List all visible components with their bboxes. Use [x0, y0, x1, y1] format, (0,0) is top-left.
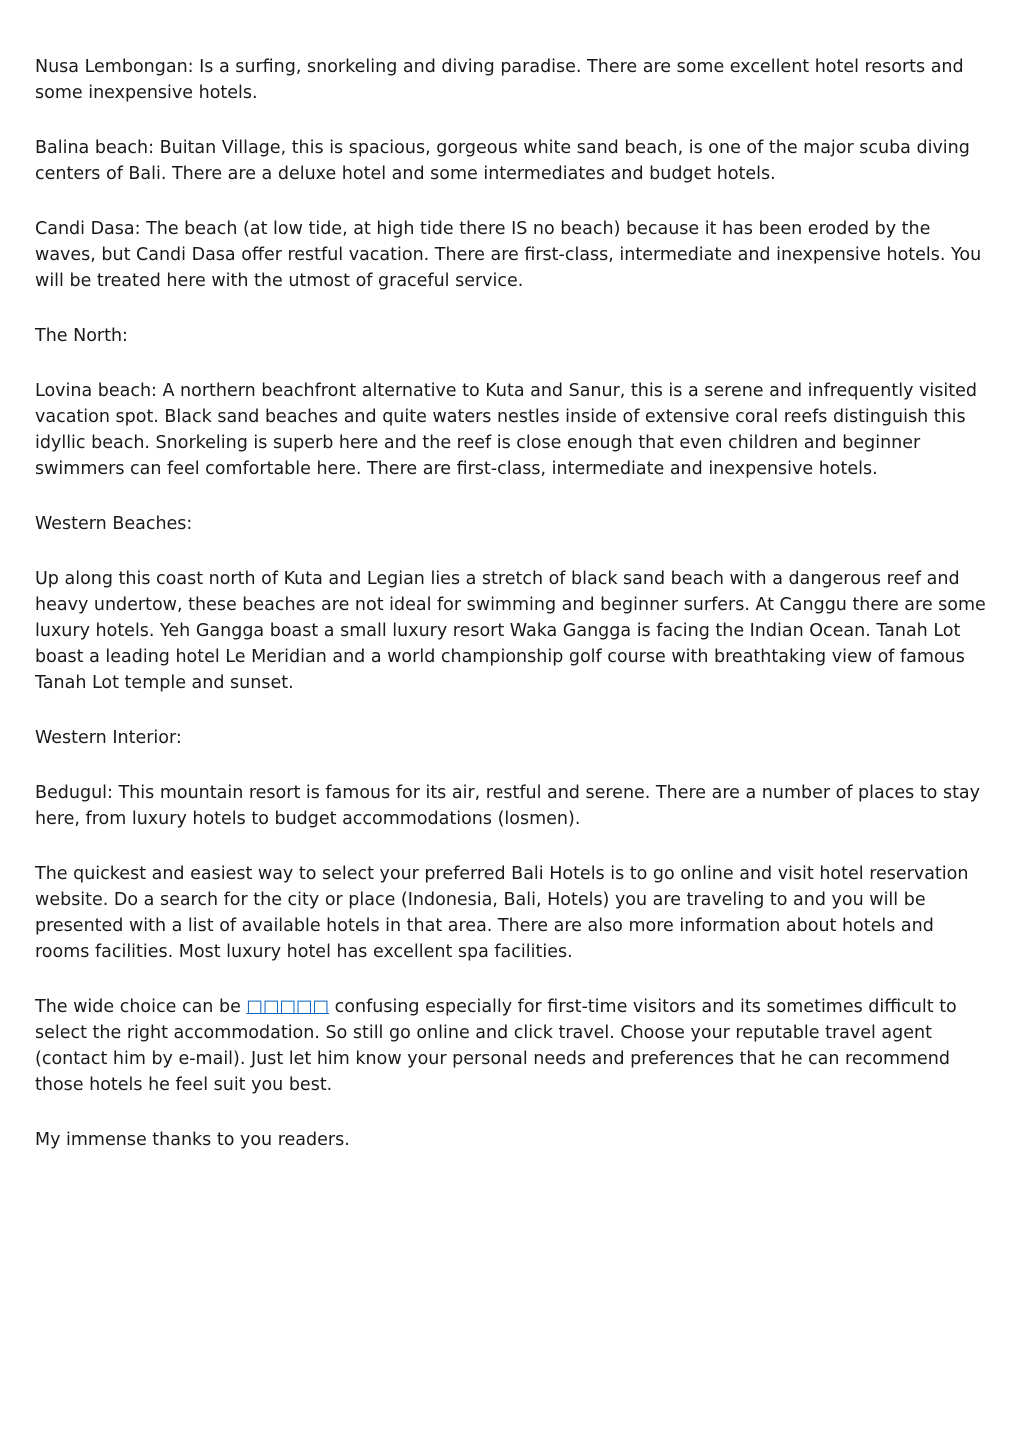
paragraph-wide-choice	[35, 994, 991, 1098]
wide-choice-text-before: The wide choice can be	[35, 997, 247, 1017]
paragraph-balina-beach: Balina beach: Buitan Village, this is spacious, gorgeous white sand beach, is one of the major scuba diving centers of Bali. There are a deluxe hotel and some intermediates and budget hotels.	[35, 138, 970, 184]
document-body	[35, 54, 991, 1182]
inline-link[interactable]: □□□□□	[246, 997, 330, 1017]
paragraph-thanks: My immense thanks to you readers.	[35, 1130, 350, 1150]
paragraph-nusa-lembongan: Nusa Lembongan: Is a surfing, snorkeling and diving paradise. There are some excellent hotel resorts and some inexpensive hotels.	[35, 57, 964, 103]
heading-the-north: The North:	[35, 326, 128, 346]
paragraph-bedugul: Bedugul: This mountain resort is famous for its air, restful and serene. There are a number of places to stay here, from luxury hotels to budget accommodations (losmen).	[35, 783, 981, 829]
heading-western-interior: Western Interior:	[35, 728, 182, 748]
paragraph-candi-dasa: Candi Dasa: The beach (at low tide, at high tide there IS no beach) because it has been eroded by the waves, but Candi Dasa offer restful vacation. There are first-class, intermediate and inexpensive hotels. You will be treated here with the utmost of graceful service.	[35, 219, 982, 291]
paragraph-lovina-beach: Lovina beach: A northern beachfront alternative to Kuta and Sanur, this is a serene and infrequently visited vacation spot. Black sand beaches and quite waters nestles inside of extensive coral reefs distinguish this idyllic beach. Snorkeling is superb here and the reef is close enough that even children and beginner swimmers can feel comfortable here. There are first-class, intermediate and inexpensive hotels.	[35, 381, 977, 479]
paragraph-quickest-way: The quickest and easiest way to select your preferred Bali Hotels is to go online and visit hotel reservation website. Do a search for the city or place (Indonesia, Bali, Hotels) you are traveling to and you will be presented with a list of available hotels in that area. There are also more information about hotels and rooms facilities. Most luxury hotel has excellent spa facilities.	[35, 864, 969, 962]
wide-choice-text-after: confusing especially for first-time visitors and its sometimes difficult to select the right accommodation. So still go online and click travel. Choose your reputable travel agent (contact him by e-mail). Just let him know your personal needs and preferences that he can recommend those hotels he feel suit you best.	[35, 997, 957, 1095]
paragraph-western-beaches: Up along this coast north of Kuta and Legian lies a stretch of black sand beach with a dangerous reef and heavy undertow, these beaches are not ideal for swimming and beginner surfers. At Canggu there are some luxury hotels. Yeh Gangga boast a small luxury resort Waka Gangga is facing the Indian Ocean. Tanah Lot boast a leading hotel Le Meridian and a world championship golf course with breathtaking view of famous Tanah Lot temple and sunset.	[35, 569, 986, 693]
heading-western-beaches: Western Beaches:	[35, 514, 193, 534]
